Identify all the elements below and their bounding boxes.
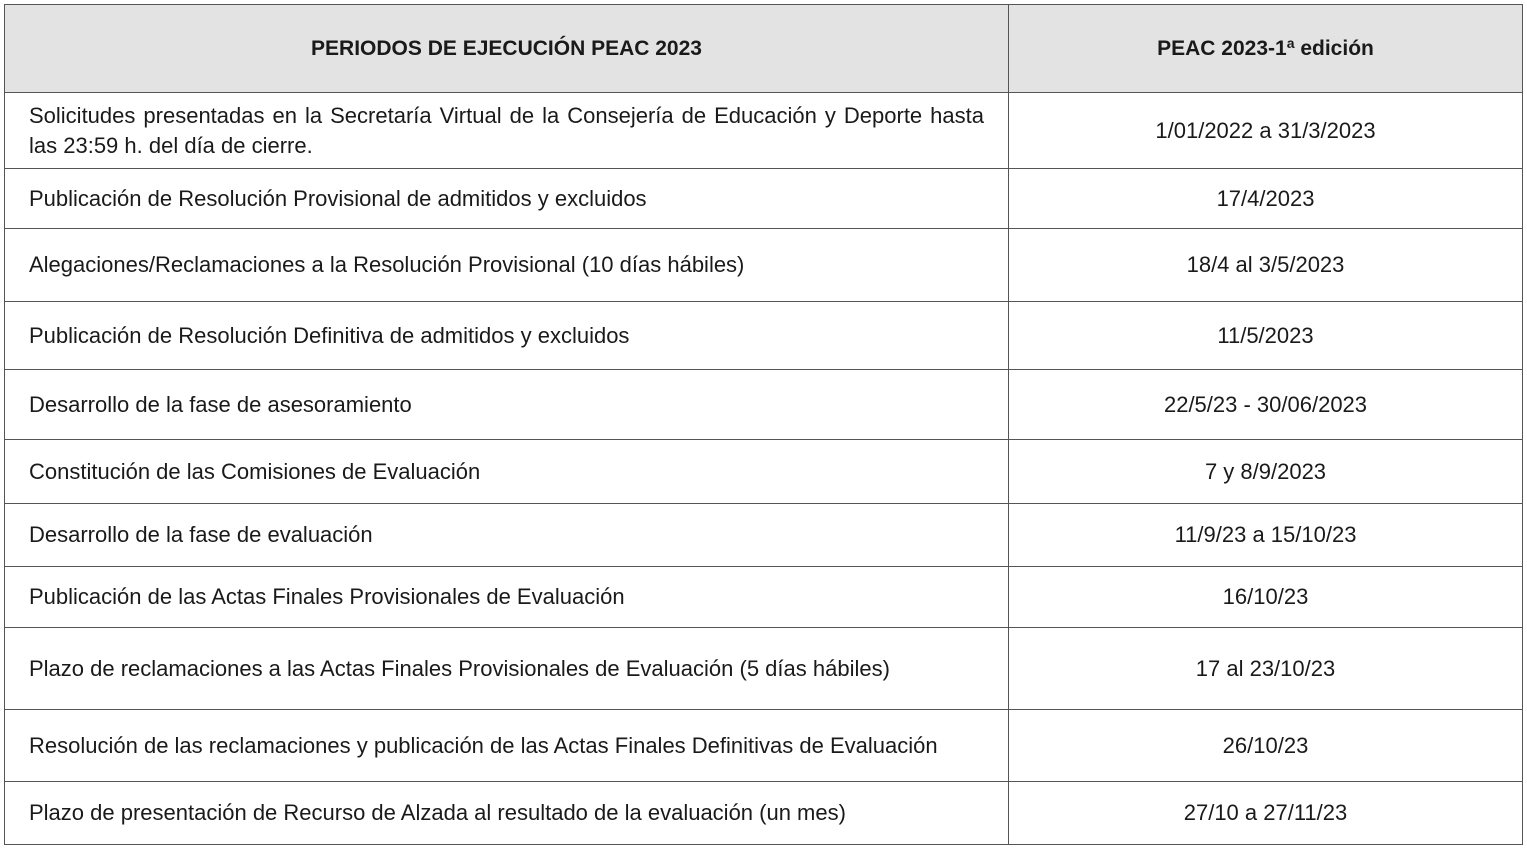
row-label: Plazo de reclamaciones a las Actas Finales Provisionales de Evaluación (5 días hábiles) xyxy=(5,628,1009,710)
table-row xyxy=(5,93,1523,169)
table-row xyxy=(5,504,1523,567)
row-label: Publicación de Resolución Provisional de admitidos y excluidos xyxy=(5,169,1009,229)
header-edition xyxy=(1009,5,1523,93)
table-row xyxy=(5,628,1523,710)
header-edition-ordinal: a xyxy=(1286,34,1295,51)
row-label: Desarrollo de la fase de evaluación xyxy=(5,504,1009,567)
row-date: 16/10/23 xyxy=(1009,567,1523,628)
table-header-row xyxy=(5,5,1523,93)
header-periods: PERIODOS DE EJECUCIÓN PEAC 2023 xyxy=(5,5,1009,93)
table-row xyxy=(5,440,1523,504)
header-edition-main: PEAC 2023-1 xyxy=(1157,36,1287,60)
row-label: Constitución de las Comisiones de Evaluación xyxy=(5,440,1009,504)
row-date: 17/4/2023 xyxy=(1009,169,1523,229)
table-row xyxy=(5,567,1523,628)
row-date: 17 al 23/10/23 xyxy=(1009,628,1523,710)
table-row xyxy=(5,710,1523,782)
table-row xyxy=(5,169,1523,229)
row-label: Publicación de Resolución Definitiva de admitidos y excluidos xyxy=(5,302,1009,370)
header-edition-suffix: edición xyxy=(1294,36,1374,60)
row-date: 27/10 a 27/11/23 xyxy=(1009,782,1523,845)
row-date: 7 y 8/9/2023 xyxy=(1009,440,1523,504)
row-date: 11/9/23 a 15/10/23 xyxy=(1009,504,1523,567)
row-label: Plazo de presentación de Recurso de Alzada al resultado de la evaluación (un mes) xyxy=(5,782,1009,845)
row-date: 11/5/2023 xyxy=(1009,302,1523,370)
row-label: Solicitudes presentadas en la Secretaría Virtual de la Consejería de Educación y Deporte hasta las 23:59 h. del día de cierre. xyxy=(5,93,1009,169)
schedule-table xyxy=(4,4,1523,845)
row-label: Resolución de las reclamaciones y publicación de las Actas Finales Definitivas de Evaluación xyxy=(5,710,1009,782)
row-date: 18/4 al 3/5/2023 xyxy=(1009,229,1523,302)
row-date: 22/5/23 - 30/06/2023 xyxy=(1009,370,1523,440)
row-label: Desarrollo de la fase de asesoramiento xyxy=(5,370,1009,440)
row-label: Publicación de las Actas Finales Provisionales de Evaluación xyxy=(5,567,1009,628)
row-label: Alegaciones/Reclamaciones a la Resolución Provisional (10 días hábiles) xyxy=(5,229,1009,302)
table-row xyxy=(5,229,1523,302)
table-row xyxy=(5,370,1523,440)
row-date: 1/01/2022 a 31/3/2023 xyxy=(1009,93,1523,169)
table-row xyxy=(5,302,1523,370)
table-row xyxy=(5,782,1523,845)
row-date: 26/10/23 xyxy=(1009,710,1523,782)
